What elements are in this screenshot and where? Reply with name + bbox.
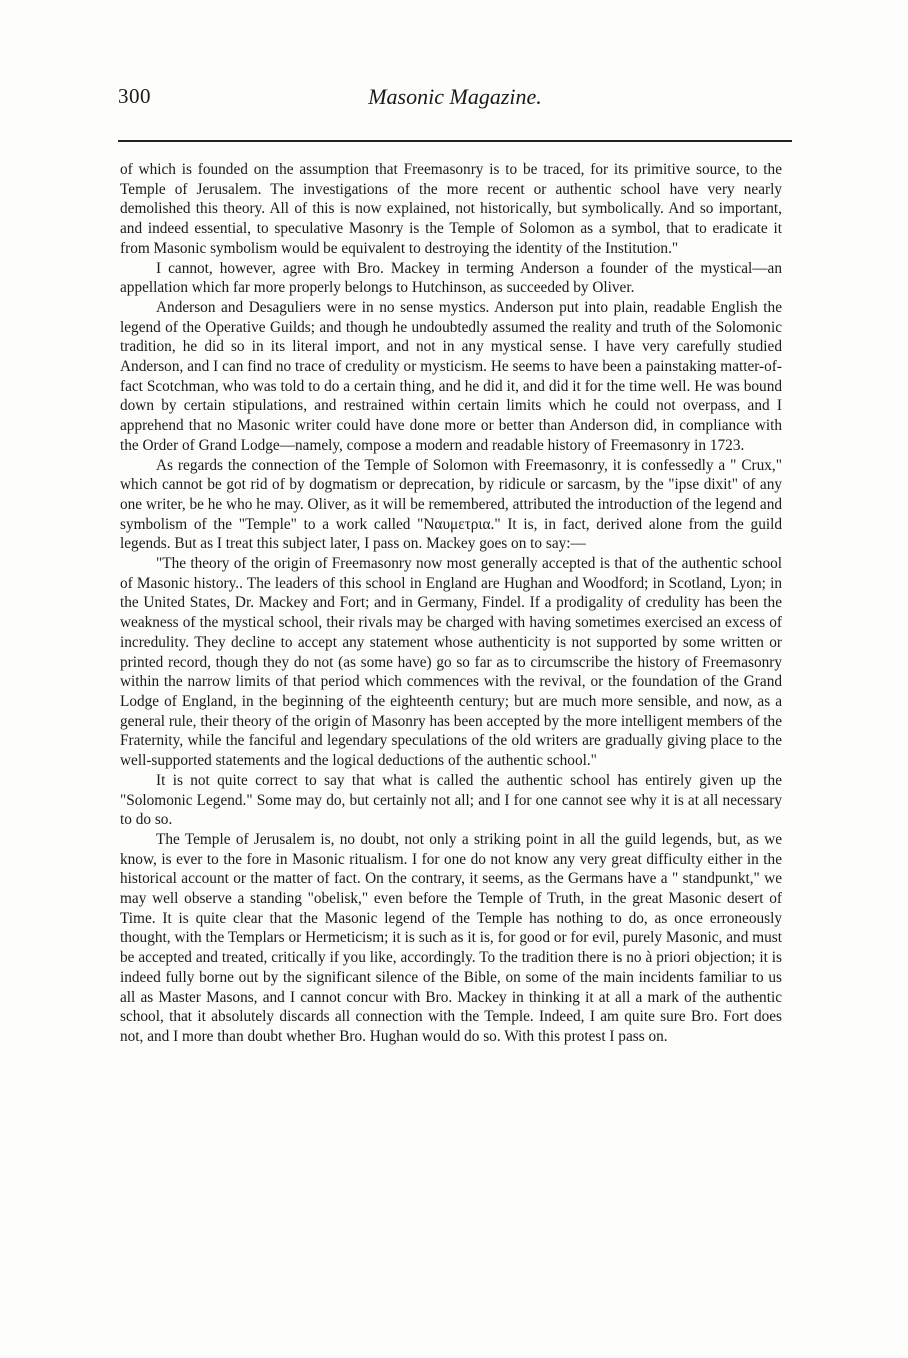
article-body [120, 160, 782, 1047]
paragraph: It is not quite correct to say that what is called the authentic school has entirely given up the "Solomonic Legend." Some may do, but certainly not all; and I for one cannot see why it is at all necessary to do so. [120, 771, 782, 829]
paragraph: Anderson and Desaguliers were in no sense mystics. Anderson put into plain, readable English the legend of the Operative Guilds; and though he undoubtedly assumed the reality and truth of the Solomonic tradition, he did so in its literal import, and not in any mystical sense. I have very carefully studied Anderson, and I can find no trace of credulity or mysticism. He seems to have been a painstaking matter-of-fact Scotchman, who was told to do a certain thing, and he did it, and did it for the time well. He was bound down by certain stipulations, and restrained within certain limits which he could not overpass, and I apprehend that no Masonic writer could have done more or better than Anderson did, in compliance with the Order of Grand Lodge—namely, compose a modern and readable history of Freemasonry in 1723. [120, 298, 782, 454]
paragraph-quotation: "The theory of the origin of Freemasonry now most generally accepted is that of the authentic school of Masonic history.. The leaders of this school in England are Hughan and Woodford; in Scotland, Lyon; in the United States, Dr. Mackey and Fort; and in Germany, Findel. If a prodigality of credulity has been the weakness of the mystical school, their rivals may be charged with having sometimes exercised an excess of incredulity. They decline to accept any statement whose authenticity is not supported by some written or printed record, though they do not (as some have) go so far as to circumscribe the history of Freemasonry within the narrow limits of that period which commences with the revival, or the foundation of the Grand Lodge of England, in the beginning of the eighteenth century; but are much more sensible, and now, as a general rule, their theory of the origin of Masonry has been accepted by the more intelligent members of the Fraternity, while the fanciful and legendary speculations of the old writers are gradually giving place to the well-supported statements and the logical deductions of the authentic school." [120, 555, 782, 770]
header-rule [118, 140, 792, 142]
paragraph-continuation: of which is founded on the assumption that Freemasonry is to be traced, for its primitive source, to the Temple of Jerusalem. The investigations of the more recent or authentic school have very nearly demolished this theory. All of this is now explained, not historically, but symbolically. And so important, and indeed essential, to speculative Masonry is the Temple of Solomon as a symbol, that to eradicate it from Masonic symbolism would be equivalent to destroying the identity of the Institution." [120, 161, 782, 257]
page-number: 300 [118, 84, 151, 108]
paragraph: I cannot, however, agree with Bro. Mackey in terming Anderson a founder of the mystical—an appellation which far more properly belongs to Hutchinson, as succeeded by Oliver. [120, 259, 782, 297]
page-header [118, 84, 792, 116]
running-title: Masonic Magazine. [368, 84, 542, 109]
paragraph: The Temple of Jerusalem is, no doubt, not only a striking point in all the guild legends, but, as we know, is ever to the fore in Masonic ritualism. I for one do not know any very great difficulty either in the historical account or the matter of fact. On the contrary, it seems, as the Germans have a " standpunkt," we may well observe a standing "obelisk," even before the Temple of Truth, in the great Masonic desert of Time. It is quite clear that the Masonic legend of the Temple has nothing to do, as once erroneously thought, with the Templars or Hermeticism; it is such as it is, for good or for evil, purely Masonic, and must be accepted and treated, critically if you like, accordingly. To the tradition there is no à priori objection; it is indeed fully borne out by the significant silence of the Bible, on some of the main incidents familiar to us all as Master Masons, and I cannot concur with Bro. Mackey in thinking it at all a mark of the authentic school, that it absolutely discards all connection with the Temple. Indeed, I am quite sure Bro. Fort does not, and I more than doubt whether Bro. Hughan would do so. With this protest I pass on. [120, 830, 782, 1045]
paragraph: As regards the connection of the Temple of Solomon with Freemasonry, it is confessedly a " Crux," which cannot be got rid of by dogmatism or deprecation, by ridicule or sarcasm, by the "ipse dixit" of any one writer, be he who he may. Oliver, as it will be remembered, attributed the introduction of the legend and symbolism of the "Temple" to a work called "Ναυμετρια." It is, in fact, derived alone from the guild legends. But as I treat this subject later, I pass on. Mackey goes on to say:— [120, 456, 782, 553]
